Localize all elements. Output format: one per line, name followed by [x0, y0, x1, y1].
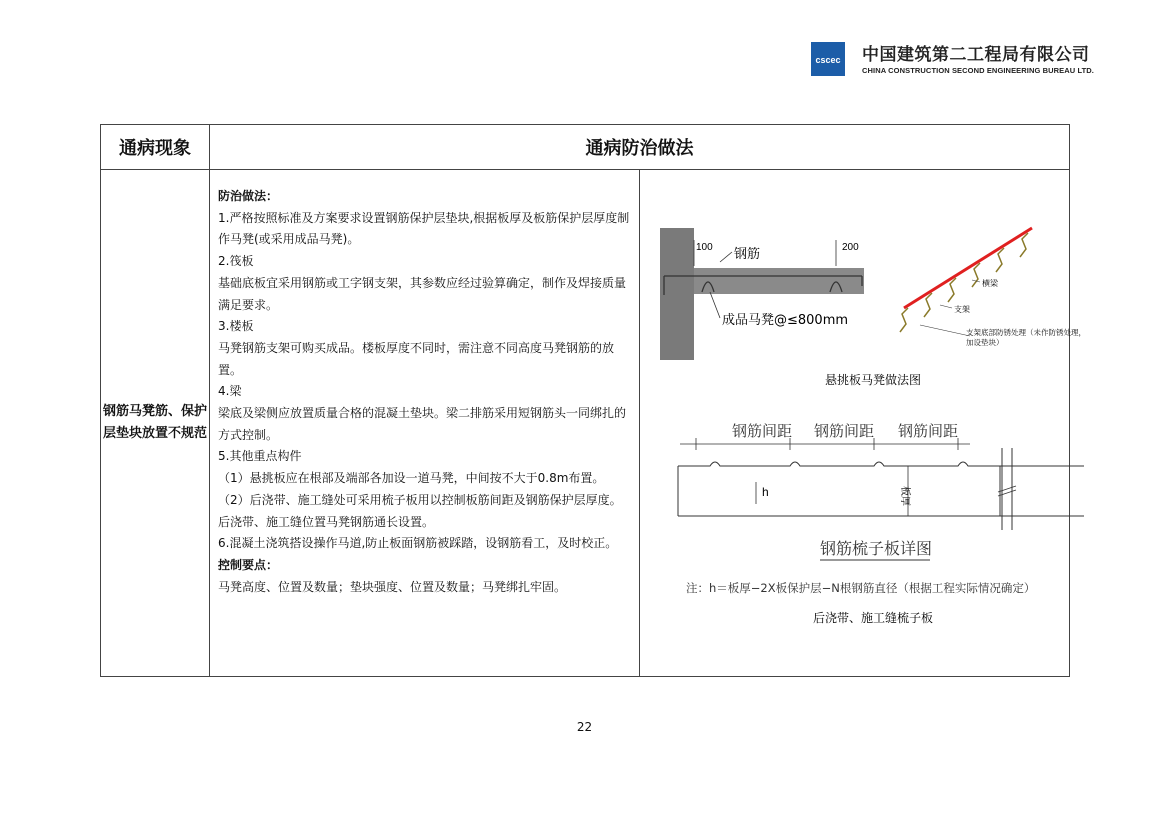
spacing-label-1: 钢筋间距 [732, 422, 793, 440]
caption-fig2: 后浇带、施工缝梳子板 [812, 611, 934, 625]
col-header-phenomenon: 通病现象 [101, 125, 210, 170]
logo-text: cscec [815, 55, 841, 65]
label-bench: 横梁 [982, 279, 998, 288]
issue-cell: 钢筋马凳筋、保护层垫块放置不规范 [101, 170, 210, 677]
method-line: （1）悬挑板应在根部及端部各加设一道马凳，中间按不大于0.8m布置。 [218, 471, 605, 486]
chair-3d-figure [900, 228, 1086, 358]
label-support: 支架 [954, 305, 970, 314]
method-line: 2.筏板 [218, 254, 254, 269]
label-rust-note: 支架底部防锈处理（未作防锈处理，加设垫块） [966, 328, 1086, 347]
spacing-label-2: 钢筋间距 [814, 422, 875, 440]
method-line: 梁底及梁侧应放置质量合格的混凝土垫块。梁二排筋采用短钢筋头一同绑扎的方式控制。 [218, 406, 627, 442]
cantilever-slab [694, 268, 864, 294]
concrete-wall [660, 228, 694, 360]
method-line: 5.其他重点构件 [218, 449, 302, 464]
page-number: 22 [576, 720, 593, 734]
method-line: 3.楼板 [218, 319, 254, 334]
figure-cell [640, 170, 1086, 677]
section-heading: 防治做法： [218, 189, 279, 203]
section-heading: 控制要点： [218, 557, 279, 572]
company-name-cn: 中国建筑第二工程局有限公司 [862, 45, 1090, 65]
method-line: 6.混凝土浇筑搭设操作马道,防止板面钢筋被踩踏，设钢筋看工，及时校正。 [218, 536, 618, 551]
method-line: 1.严格按照标准及方案要求设置钢筋保护层垫块,根据板厚及板筋保护层厚度制作马凳(或采用成品马凳)。 [218, 210, 630, 247]
label-chair: 成品马凳@≤800mm [722, 313, 849, 328]
comb-note: 注：h＝板厚−2X板保护层−N根钢筋直径（根据工程实际情况确定） [686, 581, 1036, 595]
method-line: 马凳高度、位置及数量；垫块强度、位置及数量；马凳绑扎牢固。 [218, 579, 567, 594]
red-bench-bar [904, 228, 1032, 308]
method-line: 马凳钢筋支架可购买成品。楼板厚度不同时，需注意不同高度马凳钢筋的放置。 [218, 340, 615, 377]
thickness-label: 板厚 [899, 486, 910, 506]
method-text-cell [210, 170, 640, 677]
caption-fig1: 悬挑板马凳做法图 [824, 373, 922, 387]
spacing-label-3: 钢筋间距 [898, 422, 959, 440]
dim-left: 100 [696, 242, 713, 253]
defect-table [100, 124, 1086, 677]
method-line: 4.梁 [218, 384, 242, 399]
figures-svg [640, 170, 1106, 676]
method-line: （2）后浇带、施工缝处可采用梳子板用以控制板筋间距及钢筋保护层厚度。后浇带、施工缝位置马凳钢筋通长设置。 [218, 492, 622, 529]
h-label: h [762, 485, 769, 499]
comb-plate-figure [678, 438, 1084, 530]
company-logo [811, 42, 845, 76]
comb-title: 钢筋梳子板详图 [820, 539, 933, 558]
company-name-en: CHINA CONSTRUCTION SECOND ENGINEERING BUREAU LTD. [862, 66, 1094, 75]
method-line: 基础底板宜采用钢筋或工字钢支架，其参数应经过验算确定，制作及焊接质量满足要求。 [218, 275, 627, 312]
label-rebar: 钢筋 [734, 247, 761, 262]
col-header-method: 通病防治做法 [210, 125, 1070, 170]
cantilever-chair-figure [660, 228, 864, 360]
dim-right: 200 [842, 242, 859, 253]
